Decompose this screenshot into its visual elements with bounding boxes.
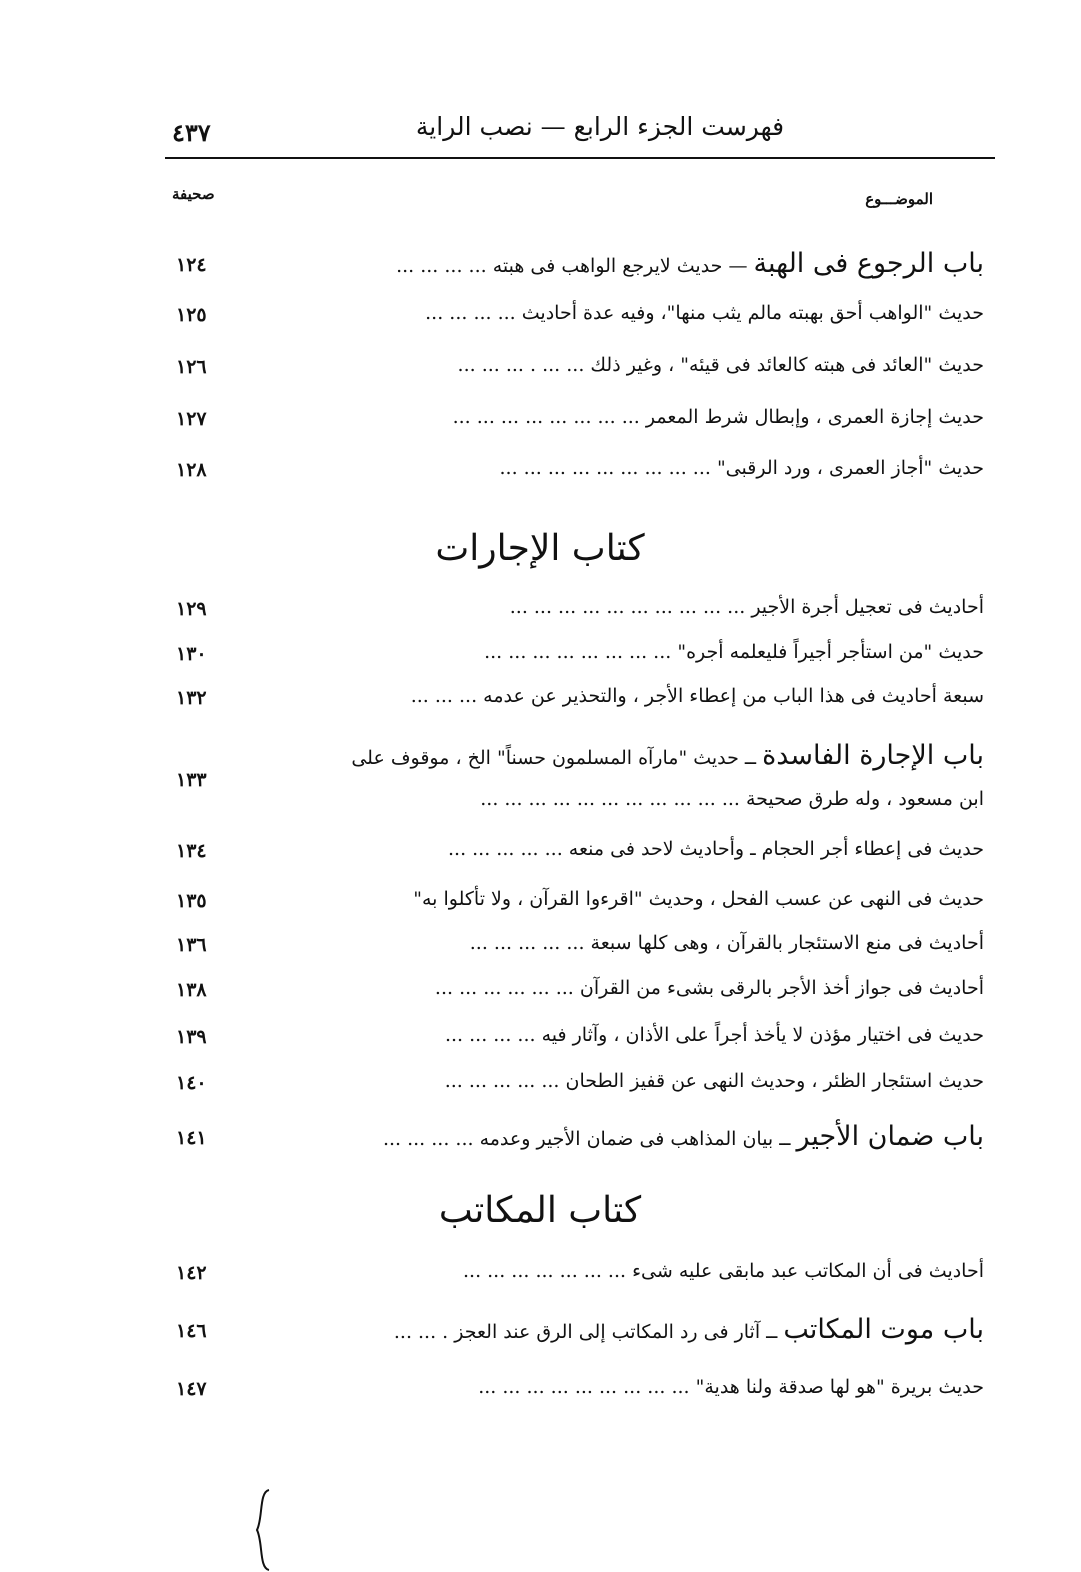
index-row-text: أحاديث فى تعجيل أجرة الأجير ... ... ... ... ... ... ... ... ... ... <box>509 596 984 618</box>
index-row-page: ١٤٢ <box>176 1262 207 1284</box>
entry-text: — حديث لايرجع الواهب فى هبته ... ... ... ... <box>396 255 748 277</box>
index-row-page: ١٢٦ <box>176 356 207 378</box>
index-row-text: حديث إجازة العمرى ، وإبطال شرط المعمر ... ... ... ... ... ... ... ... <box>452 406 984 428</box>
index-row-page: ١٢٩ <box>176 598 207 620</box>
column-heading-page: صحيفة <box>172 185 215 203</box>
index-row-text <box>383 1121 984 1152</box>
index-row-page: ١٤٠ <box>176 1072 207 1094</box>
index-row-text <box>394 1314 984 1345</box>
index-row-page: ١٤١ <box>176 1127 207 1149</box>
index-row-text: حديث استئجار الظئر ، وحديث النهى عن قفيز الطحان ... ... ... ... ... <box>444 1070 984 1092</box>
brace-icon <box>253 1488 275 1572</box>
index-row-text: حديث بريرة "هو لها صدقة ولنا هدية" ... ... ... ... ... ... ... ... ... <box>478 1376 984 1398</box>
index-row-page: ١٢٧ <box>176 408 207 430</box>
index-row-page: ١٢٨ <box>176 459 207 481</box>
index-row-page: ١٣٥ <box>176 890 207 912</box>
running-header-title: فهرست الجزء الرابع — نصب الراية <box>415 112 785 141</box>
section-heading: كتاب الإجارات <box>435 528 645 569</box>
entry-text: ــ بيان المذاهب فى ضمان الأجير وعدمه ... ... ... ... <box>382 1128 791 1150</box>
index-row-text: سبعة أحاديث فى هذا الباب من إعطاء الأجر ، والتحذير عن عدمه ... ... ... <box>410 685 984 707</box>
index-row-page: ١٢٥ <box>176 304 207 326</box>
index-row-text <box>351 740 984 771</box>
index-row-text: أحاديث فى أن المكاتب عبد مابقى عليه شىء ... ... ... ... ... ... ... <box>462 1260 984 1282</box>
index-row-page: ١٣٩ <box>176 1026 207 1048</box>
index-row-text: حديث فى إعطاء أجر الحجام ـ وأحاديث لاحد فى منعه ... ... ... ... ... <box>447 838 984 860</box>
index-row-page: ١٤٧ <box>176 1378 207 1400</box>
bab-title: باب الرجوع فى الهبة <box>753 248 984 279</box>
index-row-text: حديث فى اختيار مؤذن لا يأخذ أجراً على الأذان ، وآثار فيه ... ... ... ... <box>444 1024 984 1046</box>
index-row-page: ١٣٠ <box>176 643 207 665</box>
page-number: ٤٣٧ <box>172 118 211 147</box>
column-heading-topic: الموضـــوع <box>865 190 933 208</box>
index-row-page: ١٤٦ <box>176 1320 207 1342</box>
bab-title: باب موت المكاتب <box>783 1314 984 1345</box>
section-heading: كتاب المكاتب <box>438 1190 642 1231</box>
index-row-text: حديث "العائد فى هبته كالعائد فى قيئه" ، وغير ذلك ... ... . ... ... ... <box>457 354 984 376</box>
index-row-text-line2: ابن مسعود ، وله طرق صحيحة ... ... ... ... ... ... ... ... ... ... ... <box>480 788 984 810</box>
index-row-text: حديث فى النهى عن عسب الفحل ، وحديث "اقرءوا القرآن ، ولا تأكلوا به" <box>413 888 984 910</box>
index-row-text: حديث "أجاز العمرى ، ورد الرقبى" ... ... ... ... ... ... ... ... ... <box>499 457 984 479</box>
index-row-page: ١٣٢ <box>176 687 207 709</box>
index-row-page: ١٣٣ <box>176 769 207 791</box>
index-row-page: ١٢٤ <box>176 254 207 276</box>
index-row-page: ١٣٦ <box>176 934 207 956</box>
index-row-text <box>396 248 984 279</box>
index-row-page: ١٣٨ <box>176 979 207 1001</box>
index-row-text: أحاديث فى منع الاستئجار بالقرآن ، وهى كلها سبعة ... ... ... ... ... <box>469 932 984 954</box>
index-row-text: حديث "من استأجر أجيراً فليعلمه أجره" ... ... ... ... ... ... ... ... <box>484 641 984 663</box>
index-row-page: ١٣٤ <box>176 840 207 862</box>
header-rule <box>165 157 995 159</box>
index-row-text: أحاديث فى جواز أخذ الأجر بالرقى بشىء من القرآن ... ... ... ... ... ... <box>434 977 984 999</box>
index-row-text: حديث "الواهب أحق بهبته مالم يثب منها"، وفيه عدة أحاديث ... ... ... ... <box>425 302 984 324</box>
entry-text: ــ حديث "مارآه المسلمون حسناً" الخ ، موقوف على <box>351 747 757 769</box>
entry-text: ــ آثار فى رد المكاتب إلى الرق عند العجز . ... ... <box>393 1321 778 1343</box>
bab-title: باب ضمان الأجير <box>796 1121 984 1152</box>
bab-title: باب الإجارة الفاسدة <box>762 740 984 771</box>
